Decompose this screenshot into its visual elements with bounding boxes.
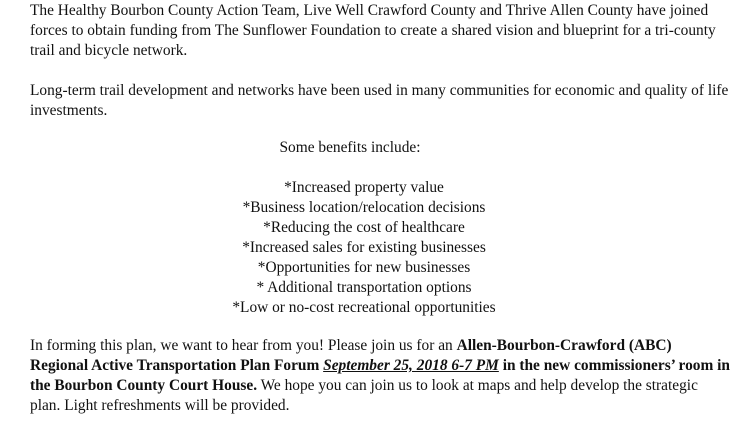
- benefit-item: *Increased property value: [284, 179, 444, 196]
- benefit-item: *Increased sales for existing businesses: [242, 239, 486, 256]
- event-location: in the new commissioners’ room in the Bourbon County Court House.: [30, 357, 730, 394]
- benefits-heading: Some benefits include:: [279, 139, 421, 156]
- closing-outro: We hope you can join us to look at maps and help develop the strategic plan. Light refreshments will be provided.: [30, 377, 698, 414]
- closing-paragraph: [30, 336, 730, 416]
- benefits-list: [30, 178, 698, 318]
- benefit-item: * Additional transportation options: [256, 279, 472, 296]
- intro-paragraph: The Healthy Bourbon County Action Team, Live Well Crawford County and Thrive Allen County have joined forces to obtain funding from The Sunflower Foundation to create a shared vision and blueprint for a tri-county trail and bicycle network.: [30, 2, 716, 59]
- benefit-item: *Reducing the cost of healthcare: [263, 219, 465, 236]
- benefit-item: *Low or no-cost recreational opportunities: [232, 299, 496, 316]
- benefit-item: *Opportunities for new businesses: [257, 259, 471, 276]
- event-date-time: September 25, 2018 6-7 PM: [323, 357, 499, 374]
- document-body: [30, 1, 730, 416]
- event-name: Allen-Bourbon-Crawford (ABC) Regional Active Transportation Plan Forum: [30, 337, 672, 374]
- closing-intro: In forming this plan, we want to hear from you! Please join us for an: [30, 337, 457, 354]
- benefit-item: *Business location/relocation decisions: [242, 199, 486, 216]
- trail-development-paragraph: Long-term trail development and networks have been used in many communities for economic and quality of life investments.: [30, 82, 729, 119]
